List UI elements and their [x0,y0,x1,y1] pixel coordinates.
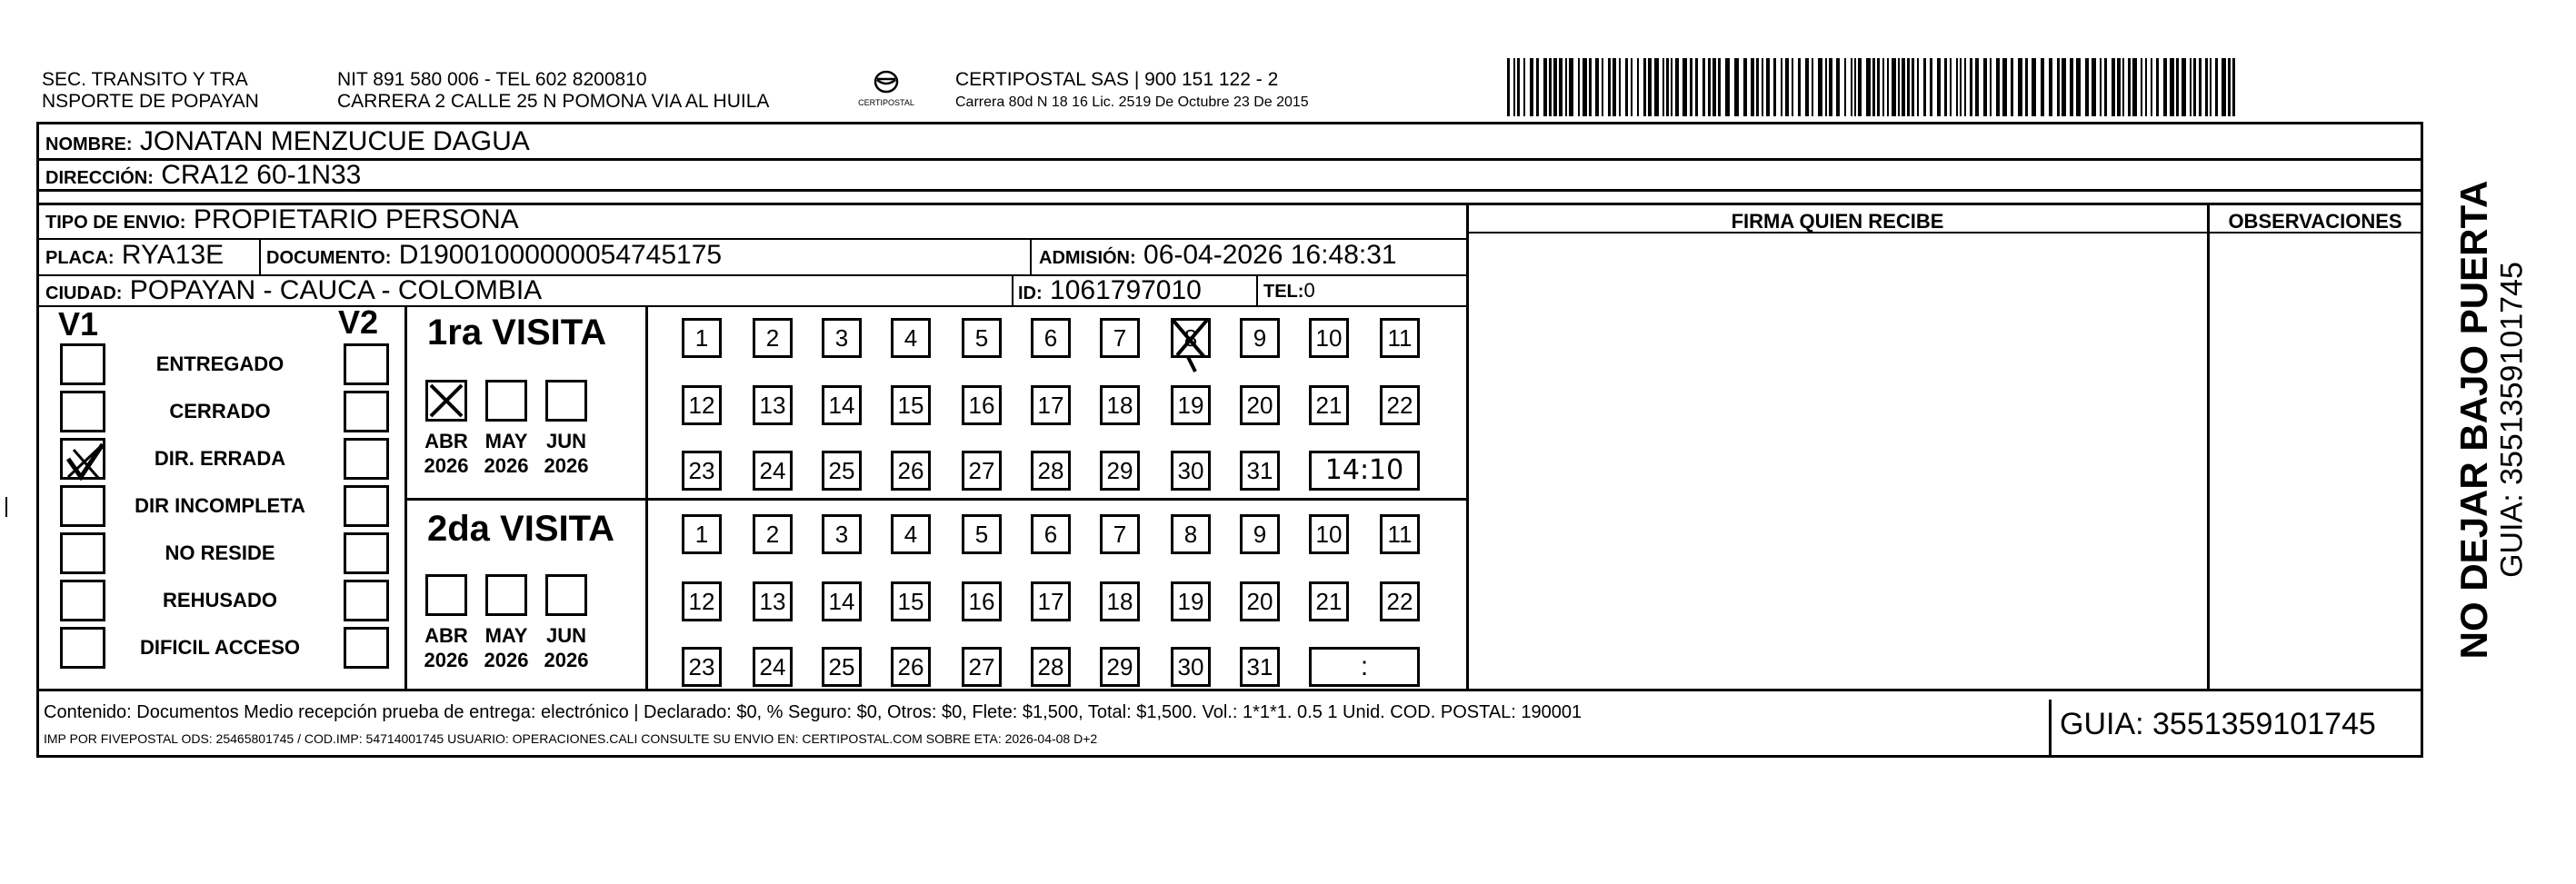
v2-checkbox[interactable] [344,343,389,385]
tel-value: 0 [1303,279,1315,302]
barcode-bar [2122,58,2124,116]
status-label: NO RESIDE [165,541,275,564]
barcode-bar [2112,58,2115,116]
barcode-bar [1785,58,1789,116]
v2-checkbox[interactable] [344,438,389,480]
barcode-bar [1536,58,1539,116]
v2-header: V2 [338,303,379,341]
barcode-bar [1725,58,1730,116]
v1-checkbox[interactable] [60,343,105,385]
barcode-bar [2057,58,2060,116]
placa-label: PLACA: [45,248,115,268]
second-day-box[interactable]: 19 [1171,581,1211,621]
ciudad-row [45,274,542,310]
barcode-bar [1851,58,1852,116]
barcode-bar [2156,58,2159,116]
first-day-box[interactable]: 6 [1031,318,1071,358]
second-day-box[interactable]: 20 [1240,581,1280,621]
barcode-bar [1513,58,1515,116]
footer-print-line: IMP POR FIVEPOSTAL ODS: 25465801745 / COD.IMP: 54714001745 USUARIO: OPERACIONES.CALI CONSULTE SU ENVIO EN: CERTIPOSTAL.COM SOBRE ETA: 2026-04-08 D+2 [44,731,1098,746]
first-day-box[interactable]: 8 [1171,318,1211,358]
barcode-bar [1553,58,1557,116]
barcode-bar [1898,58,1900,116]
second-day-box[interactable]: 11 [1380,514,1420,554]
second-day-box[interactable]: 23 [682,647,722,687]
first-day-box[interactable]: 22 [1380,385,1420,425]
v1-checkbox[interactable] [60,532,105,574]
first-month-checkbox[interactable] [485,380,527,422]
id-cell [1018,274,1202,310]
month-year: 2026 [424,454,469,477]
v2-checkbox[interactable] [344,391,389,432]
barcode-bar [2193,58,2196,116]
sender-line-1: SEC. TRANSITO Y TRA [42,69,248,90]
barcode-bar [1917,58,1919,116]
barcode-bar [1866,58,1871,116]
first-day-box[interactable]: 13 [753,385,793,425]
barcode-bar [2232,58,2235,116]
admision-value: 06-04-2026 16:48:31 [1143,240,1397,270]
v1-header: V1 [58,305,99,343]
first-day-box[interactable]: 2 [753,318,793,358]
barcode-bar [1619,58,1621,116]
barcode-bar [2228,58,2231,116]
v2-checkbox[interactable] [344,627,389,669]
first-day-box[interactable]: 28 [1031,451,1071,491]
first-day-box[interactable]: 24 [753,451,793,491]
barcode-bar [1887,58,1889,116]
first-day-box[interactable]: 29 [1100,451,1140,491]
first-visit-title: 1ra VISITA [427,313,607,353]
status-label: DIFICIL ACCESO [139,636,300,659]
barcode-bar [1671,58,1672,116]
tipo-envio-row [45,204,519,239]
v1-checkbox[interactable] [60,485,105,527]
first-day-box[interactable]: 9 [1240,318,1280,358]
first-day-box[interactable]: 30 [1171,451,1211,491]
barcode-bar [2062,58,2066,116]
company-sub: Carrera 80d N 18 16 Lic. 2519 De Octubre 23 De 2015 [955,94,1309,110]
second-day-box[interactable]: 15 [891,581,931,621]
month-name: ABR [424,430,468,452]
barcode-bar [1996,58,2000,116]
barcode-bar [2032,58,2036,116]
placa-row [45,239,224,274]
barcode-bar [2049,58,2052,116]
barcode-bar [1569,58,1573,116]
barcode-bar [1589,58,1592,116]
documento-value: D19001000000054745175 [398,240,723,270]
barcode-bar [1766,58,1770,116]
barcode-bar [1805,58,1809,116]
second-day-box[interactable]: 31 [1240,647,1280,687]
barcode-bar [1631,58,1632,116]
second-day-box[interactable]: 3 [822,514,862,554]
firma-header: FIRMA QUIEN RECIBE [1731,210,1944,233]
second-day-box[interactable]: 28 [1031,647,1071,687]
second-month-checkbox[interactable] [425,574,467,616]
v1-checkbox[interactable] [60,627,105,669]
barcode-bar [2128,58,2131,116]
barcode-bar [1666,58,1669,116]
barcode-bar [1675,58,1679,116]
barcode-bar [2210,58,2212,116]
second-day-box[interactable]: 29 [1100,647,1140,687]
first-month-checkbox[interactable] [425,380,467,422]
barcode-bar [1549,58,1552,116]
second-day-box[interactable]: 22 [1380,581,1420,621]
barcode-bar [1983,58,1987,116]
nombre-row [45,125,530,161]
second-day-box[interactable]: 5 [962,514,1002,554]
second-day-box[interactable]: 6 [1031,514,1071,554]
barcode-bar [1583,58,1587,116]
second-day-box[interactable]: 25 [822,647,862,687]
barcode-bar [1960,58,1962,116]
second-day-box[interactable]: 13 [753,581,793,621]
barcode-bar [1625,58,1628,116]
first-day-box[interactable]: 31 [1240,451,1280,491]
second-day-box[interactable]: 1 [682,514,722,554]
barcode-bar [1507,58,1510,116]
barcode-bar [2215,58,2218,116]
barcode-bar [1565,58,1567,116]
documento-cell [266,239,722,274]
second-visit-title: 2da VISITA [427,509,614,549]
first-time-value: 14:10 [1324,454,1404,486]
nit-line: NIT 891 580 006 - TEL 602 8200810 [337,69,647,90]
barcode-bar [1930,58,1932,116]
address-line: CARRERA 2 CALLE 25 N POMONA VIA AL HUILA [337,91,770,112]
first-day-box[interactable]: 12 [682,385,722,425]
first-day-box[interactable]: 19 [1171,385,1211,425]
second-time-value: : [1360,651,1369,681]
barcode-bar [1517,58,1520,116]
second-month-label [474,623,538,672]
status-label: DIR. ERRADA [154,447,286,470]
status-label: ENTREGADO [155,353,285,375]
second-day-box[interactable]: 8 [1171,514,1211,554]
barcode-bar [1956,58,1958,116]
id-label: ID: [1018,283,1043,303]
barcode-bar [1950,58,1952,116]
barcode-bar [2199,58,2202,116]
first-day-box[interactable]: 23 [682,451,722,491]
second-day-box[interactable]: 18 [1100,581,1140,621]
barcode-bar [1892,58,1896,116]
second-month-checkbox[interactable] [545,574,587,616]
barcode-bar [1773,58,1776,116]
barcode-bar [1818,58,1822,116]
v2-checkbox[interactable] [344,580,389,621]
month-name: MAY [484,430,528,452]
second-day-box[interactable]: 2 [753,514,793,554]
observaciones-header: OBSERVACIONES [2228,210,2402,233]
barcode-bar [1559,58,1563,116]
barcode-bar [2170,58,2174,116]
barcode-bar [2025,58,2028,116]
ciudad-value: POPAYAN - CAUCA - COLOMBIA [129,275,543,305]
tipo-envio-value: PROPIETARIO PERSONA [193,204,519,234]
logo-text: CERTIPOSTAL [858,98,914,107]
scan-mark [5,497,7,517]
barcode-bar [2132,58,2137,116]
barcode-bar [1829,58,1832,116]
second-month-label [414,623,478,672]
barcode-bar [1792,58,1793,116]
first-day-box[interactable]: 25 [822,451,862,491]
second-month-label [534,623,598,672]
footer-guia: GUIA: 3551359101745 [2060,707,2376,741]
first-day-box[interactable]: 5 [962,318,1002,358]
nombre-label: NOMBRE: [45,134,133,154]
barcode-bar [1907,58,1910,116]
first-day-box[interactable]: 20 [1240,385,1280,425]
barcode-bar [2002,58,2007,116]
second-day-box[interactable]: 12 [682,581,722,621]
barcode-bar [2076,58,2081,116]
id-value: 1061797010 [1050,275,1202,305]
first-day-box[interactable]: 16 [962,385,1002,425]
barcode-bar [1902,58,1905,116]
barcode-bar [1923,58,1926,116]
second-day-box[interactable]: 30 [1171,647,1211,687]
first-day-box[interactable]: 11 [1380,318,1420,358]
v1-checkbox[interactable] [60,438,105,480]
side-guia: GUIA: 3551359101745 [2494,262,2530,578]
barcode-bar [1602,58,1603,116]
month-year: 2026 [424,649,469,671]
barcode-bar [1612,58,1616,116]
documento-label: DOCUMENTO: [266,248,392,268]
barcode-bar [1858,58,1862,116]
tipo-envio-label: TIPO DE ENVIO: [45,213,186,233]
month-year: 2026 [544,454,589,477]
tel-cell [1263,274,1315,308]
v2-checkbox[interactable] [344,485,389,527]
second-day-box[interactable]: 16 [962,581,1002,621]
barcode-bar [1654,58,1659,116]
barcode-bar [1781,58,1782,116]
second-day-box[interactable]: 10 [1309,514,1349,554]
barcode-bar [1836,58,1840,116]
month-year: 2026 [544,649,589,671]
placa-value: RYA13E [121,240,225,270]
month-name: ABR [424,624,468,647]
month-name: JUN [545,624,586,647]
barcode-bar [1944,58,1947,116]
barcode-bar [1743,58,1747,116]
logo-icon [836,67,936,113]
barcode-bar [1702,58,1705,116]
status-label: CERRADO [169,400,271,422]
direccion-row [45,159,361,194]
barcode-bar [1751,58,1754,116]
barcode-bar [1912,58,1914,116]
barcode-bar [1690,58,1692,116]
barcode-bar [1682,58,1687,116]
barcode-bar [1718,58,1721,116]
barcode-bar [1975,58,1979,116]
barcode-bar [1695,58,1698,116]
first-day-box[interactable]: 3 [822,318,862,358]
barcode-bar [1734,58,1739,116]
barcode-bar [2104,58,2107,116]
admision-cell [1039,239,1397,274]
first-month-label [534,429,598,478]
barcode [1507,58,2238,116]
first-day-box[interactable]: 17 [1031,385,1071,425]
month-year: 2026 [484,649,529,671]
month-year: 2026 [484,454,529,477]
barcode-bar [1990,58,1992,116]
second-day-box[interactable]: 24 [753,647,793,687]
first-day-box[interactable]: 26 [891,451,931,491]
side-warning: NO DEJAR BAJO PUERTA [2452,180,2495,660]
first-day-box[interactable]: 18 [1100,385,1140,425]
barcode-bar [1756,58,1759,116]
sender-line-2: NSPORTE DE POPAYAN [42,91,259,112]
barcode-bar [1798,58,1801,116]
barcode-bar [2117,58,2121,116]
barcode-bar [2018,58,2022,116]
first-time-box[interactable] [1309,451,1420,491]
barcode-bar [1708,58,1711,116]
month-name: JUN [545,430,586,452]
barcode-bar [2190,58,2192,116]
barcode-bar [1608,58,1611,116]
barcode-bar [1712,58,1716,116]
v2-checkbox[interactable] [344,532,389,574]
barcode-bar [2085,58,2089,116]
nombre-value: JONATAN MENZUCUE DAGUA [139,126,530,156]
ciudad-label: CIUDAD: [45,283,123,303]
company-line: CERTIPOSTAL SAS | 900 151 122 - 2 [955,69,1279,90]
barcode-bar [2092,58,2096,116]
barcode-bar [1578,58,1580,116]
barcode-bar [2176,58,2179,116]
status-label: REHUSADO [163,589,277,611]
second-month-checkbox[interactable] [485,574,527,616]
first-day-box[interactable]: 15 [891,385,931,425]
barcode-bar [1662,58,1664,116]
footer-content-line: Contenido: Documentos Medio recepción prueba de entrega: electrónico | Declarado: $0, % Seguro: $0, Otros: $0, Flete: $1,500, Total: $1,500. Vol.: 1*1*1. 0.5 1 Unid. COD. POSTAL: 190001 [44,702,1583,722]
second-day-box[interactable]: 17 [1031,581,1071,621]
barcode-bar [2011,58,2013,116]
barcode-bar [1964,58,1966,116]
first-month-label [414,429,478,478]
barcode-bar [1882,58,1884,116]
direccion-value: CRA12 60-1N33 [161,160,362,190]
barcode-bar [2151,58,2152,116]
barcode-bar [1595,58,1599,116]
second-day-box[interactable]: 9 [1240,514,1280,554]
barcode-bar [1854,58,1856,116]
first-day-box[interactable]: 10 [1309,318,1349,358]
barcode-bar [1937,58,1941,116]
barcode-bar [1530,58,1533,116]
barcode-bar [2041,58,2044,116]
second-day-box[interactable]: 14 [822,581,862,621]
barcode-bar [1872,58,1875,116]
second-time-box[interactable] [1309,647,1420,687]
barcode-bar [1648,58,1652,116]
barcode-bar [2163,58,2167,116]
v1-checkbox[interactable] [60,391,105,432]
barcode-bar [1643,58,1646,116]
x-mark-icon [428,382,464,419]
barcode-bar [2100,58,2102,116]
first-day-box[interactable]: 14 [822,385,862,425]
second-day-box[interactable]: 21 [1309,581,1349,621]
barcode-bar [2205,58,2208,116]
barcode-bar [1844,58,1846,116]
certipostal-logo [836,67,936,113]
first-month-checkbox[interactable] [545,380,587,422]
status-label: DIR INCOMPLETA [135,494,305,517]
second-day-box[interactable]: 4 [891,514,931,554]
barcode-bar [2070,58,2073,116]
barcode-bar [1812,58,1813,116]
admision-label: ADMISIÓN: [1039,248,1136,268]
month-name: MAY [484,624,528,647]
second-day-box[interactable]: 26 [891,647,931,687]
barcode-bar [1877,58,1880,116]
first-day-box[interactable]: 4 [891,318,931,358]
barcode-bar [2222,58,2226,116]
first-day-box[interactable]: 1 [682,318,722,358]
first-day-box[interactable]: 27 [962,451,1002,491]
barcode-bar [2145,58,2147,116]
first-month-label [474,429,538,478]
tel-label: TEL: [1263,282,1304,302]
second-day-box[interactable]: 27 [962,647,1002,687]
first-day-box[interactable]: 21 [1309,385,1349,425]
v1-checkbox[interactable] [60,580,105,621]
barcode-bar [1543,58,1547,116]
barcode-bar [1523,58,1525,116]
barcode-bar [2182,58,2186,116]
barcode-bar [1825,58,1827,116]
barcode-bar [1970,58,1972,116]
barcode-bar [1637,58,1639,116]
barcode-bar [2141,58,2142,116]
direccion-label: DIRECCIÓN: [45,168,154,188]
second-day-box[interactable]: 7 [1100,514,1140,554]
first-day-box[interactable]: 7 [1100,318,1140,358]
barcode-bar [1762,58,1763,116]
